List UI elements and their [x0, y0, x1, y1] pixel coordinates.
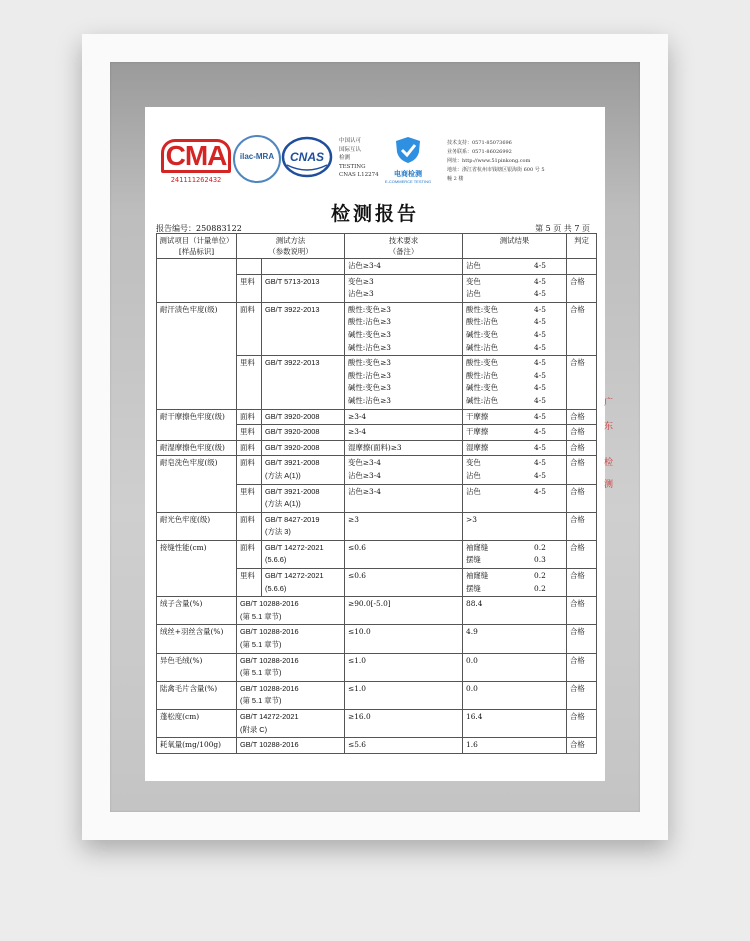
part-cell: 面料 [237, 540, 262, 568]
result-cell [463, 356, 567, 409]
method-line: (第 5.1 章节) [240, 668, 282, 678]
judge-cell: 合格 [567, 456, 597, 484]
result-label: 变色 [466, 458, 481, 468]
cnas-line: CNAS L12274 [339, 172, 379, 178]
test-results-table [156, 233, 597, 754]
item-cell: 异色毛绒(%) [157, 653, 237, 681]
method-cell: GB/T 3920-2008 [262, 440, 345, 456]
result-cell: >3 [463, 512, 567, 540]
grade-value: 4-5 [534, 370, 546, 380]
method-cell [237, 681, 345, 709]
part-cell: 里料 [237, 484, 262, 512]
method-cell: GB/T 3922-2013 [262, 302, 345, 355]
method-line: (附录 C) [240, 724, 268, 734]
report-number: 报告编号：250883122 [156, 224, 242, 233]
req-line: 碱性:变色≥3 [348, 383, 391, 393]
cma-mark: CMA [161, 139, 231, 173]
req-cell: ≤1.0 [345, 653, 463, 681]
result-cell [463, 569, 567, 597]
grade-value: 4-5 [534, 289, 546, 299]
result-cell [463, 259, 567, 275]
judge-cell: 合格 [567, 653, 597, 681]
result-label: 沾色 [466, 486, 481, 496]
req-cell: 湿摩擦(面料)≥3 [345, 440, 463, 456]
part-cell: 里料 [237, 356, 262, 409]
result-cell: 0.0 [463, 681, 567, 709]
item-cell: 绒丝+羽丝含量(%) [157, 625, 237, 653]
table-row [157, 512, 597, 540]
part-cell: 面料 [237, 302, 262, 355]
header-text: 技术要求 [388, 236, 419, 245]
method-cell [237, 653, 345, 681]
judge-cell [567, 259, 597, 275]
table-row [157, 259, 597, 275]
req-line: 碱性:沾色≥3 [348, 395, 391, 405]
req-line: 酸性:变色≥3 [348, 304, 391, 314]
method-line: GB/T 8427-2019 [265, 514, 320, 524]
item-cell: 耐汗渍色牢度(级) [157, 302, 237, 409]
req-cell [345, 456, 463, 484]
table-row [157, 456, 597, 484]
method-line: (方法 A(1)) [265, 470, 301, 480]
result-label: 沾色 [466, 261, 481, 270]
cnas-caption [339, 137, 379, 180]
item-cell: 陆禽毛片含量(%) [157, 681, 237, 709]
header-text: （参数说明） [268, 247, 313, 256]
grade-value: 4-5 [534, 276, 546, 286]
stamp-char: 测 [604, 480, 614, 490]
req-cell: ≥16.0 [345, 710, 463, 738]
result-cell: 0.0 [463, 653, 567, 681]
method-cell: GB/T 5713-2013 [262, 274, 345, 302]
red-seal-stamp [602, 395, 616, 495]
item-cell: 蓬松度(cm) [157, 710, 237, 738]
method-cell [262, 259, 345, 275]
result-label: 碱性:变色 [466, 383, 499, 393]
judge-cell: 合格 [567, 409, 597, 425]
grade-value: 4-5 [534, 442, 546, 452]
table-row [157, 681, 597, 709]
method-line: GB/T 10288-2016 [240, 655, 299, 665]
result-cell [463, 302, 567, 355]
judge-cell: 合格 [567, 425, 597, 441]
result-cell [463, 484, 567, 512]
certification-logos [161, 135, 601, 195]
method-line: GB/T 14272-2021 [265, 571, 324, 581]
part-cell: 里料 [237, 274, 262, 302]
result-cell [463, 440, 567, 456]
method-line: (第 5.1 章节) [240, 611, 282, 621]
part-cell: 面料 [237, 512, 262, 540]
method-line: GB/T 10288-2016 [240, 599, 299, 609]
method-cell: GB/T 3920-2008 [262, 425, 345, 441]
ecom-subtitle: E-COMMERCE TESTING [384, 179, 432, 184]
req-cell: ≤1.0 [345, 681, 463, 709]
report-paper [145, 107, 605, 781]
result-cell [463, 425, 567, 441]
judge-cell: 合格 [567, 302, 597, 355]
item-cell: 耐皂洗色牢度(级) [157, 456, 237, 512]
cnas-line: 检测 [339, 155, 351, 161]
method-line: (方法 3) [265, 527, 291, 537]
cnas-line: 中国认可 [339, 138, 362, 144]
grade-value: 0.3 [534, 555, 546, 565]
req-line: 酸性:沾色≥3 [348, 370, 391, 380]
result-cell [463, 540, 567, 568]
result-cell [463, 274, 567, 302]
table-row [157, 540, 597, 568]
item-cell: 绒子含量(%) [157, 597, 237, 625]
method-line: GB/T 3921-2008 [265, 458, 320, 468]
result-label: 袖窿缝 [466, 571, 489, 581]
result-label: 干摩擦 [466, 427, 489, 437]
result-cell: 1.6 [463, 738, 567, 754]
part-cell: 里料 [237, 569, 262, 597]
method-line: (第 5.1 章节) [240, 640, 282, 650]
judge-cell: 合格 [567, 440, 597, 456]
result-cell: 4.9 [463, 625, 567, 653]
method-line: GB/T 14272-2021 [265, 542, 324, 552]
page-indicator: 第 5 页 共 7 页 [535, 224, 590, 233]
method-cell: GB/T 10288-2016 [237, 738, 345, 754]
item-cell: 耗氧量(mg/100g) [157, 738, 237, 754]
method-line: (方法 A(1)) [265, 499, 301, 509]
contact-line: 幢 2 楼 [447, 176, 464, 182]
header-text: [样品标识] [178, 247, 215, 256]
table-header [157, 234, 597, 259]
table-row [157, 440, 597, 456]
cma-logo [161, 139, 231, 184]
method-line: (5.6.6) [265, 555, 287, 565]
col-result: 测试结果 [463, 234, 567, 259]
result-label: 酸性:变色 [466, 304, 499, 314]
result-label: 酸性:沾色 [466, 317, 499, 327]
cnas-logo [281, 135, 333, 179]
col-requirement [345, 234, 463, 259]
result-label: 变色 [466, 276, 481, 286]
grade-value: 0.2 [534, 571, 546, 581]
contact-line: 业务联系：0571-86026992 [447, 149, 512, 155]
grade-value: 4-5 [534, 458, 546, 468]
method-line: GB/T 10288-2016 [240, 683, 299, 693]
grade-value: 4-5 [534, 304, 546, 314]
req-line: 沾色≥3-4 [348, 470, 381, 480]
result-label: 摆缝 [466, 583, 481, 593]
method-cell [262, 540, 345, 568]
req-cell [345, 274, 463, 302]
part-cell [237, 259, 262, 275]
req-cell: ≤10.0 [345, 625, 463, 653]
table-row [157, 597, 597, 625]
req-cell: ≥90.0[-5.0] [345, 597, 463, 625]
stamp-char: 东 [604, 422, 614, 432]
req-line: 碱性:沾色≥3 [348, 342, 391, 352]
item-cell: 耐干摩擦色牢度(级) [157, 409, 237, 440]
result-cell: 16.4 [463, 710, 567, 738]
req-cell: ≥3-4 [345, 425, 463, 441]
grade-value: 4-5 [534, 261, 546, 270]
part-cell: 面料 [237, 440, 262, 456]
method-cell [262, 456, 345, 484]
item-cell: 耐湿摩擦色牢度(级) [157, 440, 237, 456]
req-cell: 沾色≥3-4 [345, 484, 463, 512]
method-cell: GB/T 3920-2008 [262, 409, 345, 425]
grade-value: 4-5 [534, 358, 546, 368]
stamp-char: 检 [604, 458, 614, 468]
grade-value: 4-5 [534, 395, 546, 405]
result-cell [463, 409, 567, 425]
result-label: 袖窿缝 [466, 542, 489, 552]
ecommerce-testing-logo [379, 135, 437, 187]
req-cell [345, 356, 463, 409]
result-label: 湿摩擦 [466, 442, 489, 452]
item-cell: 接缝性能(cm) [157, 540, 237, 596]
judge-cell: 合格 [567, 274, 597, 302]
grade-value: 4-5 [534, 383, 546, 393]
result-label: 沾色 [466, 470, 481, 480]
result-label: 碱性:变色 [466, 329, 499, 339]
part-cell: 面料 [237, 409, 262, 425]
judge-cell: 合格 [567, 681, 597, 709]
stamp-char: 广 [604, 398, 614, 408]
method-line: (第 5.1 章节) [240, 696, 282, 706]
table-row [157, 653, 597, 681]
judge-cell: 合格 [567, 710, 597, 738]
table-row [157, 409, 597, 425]
method-cell [262, 484, 345, 512]
header-text: （备注） [388, 247, 419, 256]
method-cell [237, 625, 345, 653]
cnas-line: 国际互认 [339, 146, 362, 153]
method-cell: GB/T 3922-2013 [262, 356, 345, 409]
req-cell: ≤0.6 [345, 540, 463, 568]
result-label: 酸性:沾色 [466, 370, 499, 380]
method-line: GB/T 14272-2021 [240, 712, 299, 721]
result-cell: 88.4 [463, 597, 567, 625]
req-cell: ≤5.6 [345, 738, 463, 754]
req-cell [345, 302, 463, 355]
result-label: 酸性:变色 [466, 358, 499, 368]
req-cell: 沾色≥3-4 [345, 259, 463, 275]
table-row [157, 710, 597, 738]
contact-line: 技术支持：0571-85073696 [447, 140, 512, 146]
grade-value: 4-5 [534, 342, 546, 352]
item-cell [157, 259, 237, 303]
cma-number: 241111262432 [170, 176, 222, 184]
shield-check-icon [393, 135, 423, 165]
result-label: 干摩擦 [466, 411, 489, 421]
header-text: 测试项目（计量单位） [159, 236, 234, 245]
grade-value: 0.2 [534, 542, 546, 552]
table-row [157, 302, 597, 355]
judge-cell: 合格 [567, 597, 597, 625]
judge-cell: 合格 [567, 738, 597, 754]
req-cell: ≥3-4 [345, 409, 463, 425]
req-line: 变色≥3-4 [348, 458, 381, 468]
cnas-line: TESTING [339, 163, 366, 170]
grade-value: 4-5 [534, 427, 546, 437]
judge-cell: 合格 [567, 484, 597, 512]
grade-value: 4-5 [534, 486, 546, 496]
part-cell: 面料 [237, 456, 262, 484]
req-cell: ≤0.6 [345, 569, 463, 597]
method-cell [262, 569, 345, 597]
grade-value: 4-5 [534, 470, 546, 480]
judge-cell: 合格 [567, 625, 597, 653]
col-method [237, 234, 345, 259]
ilac-text: ilac-MRA [239, 152, 275, 161]
judge-cell: 合格 [567, 569, 597, 597]
result-cell [463, 456, 567, 484]
col-judge: 判定 [567, 234, 597, 259]
req-line: 碱性:变色≥3 [348, 329, 391, 339]
contact-line: 地址：浙江省杭州市钱塘区银海街 600 号 5 [447, 167, 545, 173]
report-title: 检测报告 [330, 203, 419, 225]
grade-value: 0.2 [534, 583, 546, 593]
grade-value: 4-5 [534, 317, 546, 327]
contact-info [447, 139, 545, 184]
header-text: 测试方法 [275, 236, 306, 245]
method-cell [237, 597, 345, 625]
ecom-title: 电商检测 [394, 169, 422, 178]
result-label: 碱性:沾色 [466, 342, 499, 352]
method-line: (5.6.6) [265, 583, 287, 593]
grade-value: 4-5 [534, 411, 546, 421]
result-label: 碱性:沾色 [466, 395, 499, 405]
req-line: 变色≥3 [348, 276, 374, 286]
cnas-text: CNAS [289, 150, 325, 164]
method-cell [262, 512, 345, 540]
ilac-mra-logo [233, 135, 281, 183]
judge-cell: 合格 [567, 512, 597, 540]
req-line: 酸性:变色≥3 [348, 358, 391, 368]
part-cell: 里料 [237, 425, 262, 441]
method-cell [237, 710, 345, 738]
req-cell: ≥3 [345, 512, 463, 540]
result-label: 沾色 [466, 289, 481, 299]
table-row [157, 625, 597, 653]
table-row [157, 738, 597, 754]
method-line: GB/T 10288-2016 [240, 627, 299, 637]
req-line: 酸性:沾色≥3 [348, 317, 391, 327]
judge-cell: 合格 [567, 540, 597, 568]
col-item [157, 234, 237, 259]
method-line: GB/T 3921-2008 [265, 486, 320, 496]
result-label: 摆缝 [466, 555, 481, 565]
contact-line: 网址：http://www.51pinkong.com [447, 158, 531, 164]
grade-value: 4-5 [534, 329, 546, 339]
judge-cell: 合格 [567, 356, 597, 409]
req-line: 沾色≥3 [348, 289, 374, 299]
item-cell: 耐光色牢度(级) [157, 512, 237, 540]
